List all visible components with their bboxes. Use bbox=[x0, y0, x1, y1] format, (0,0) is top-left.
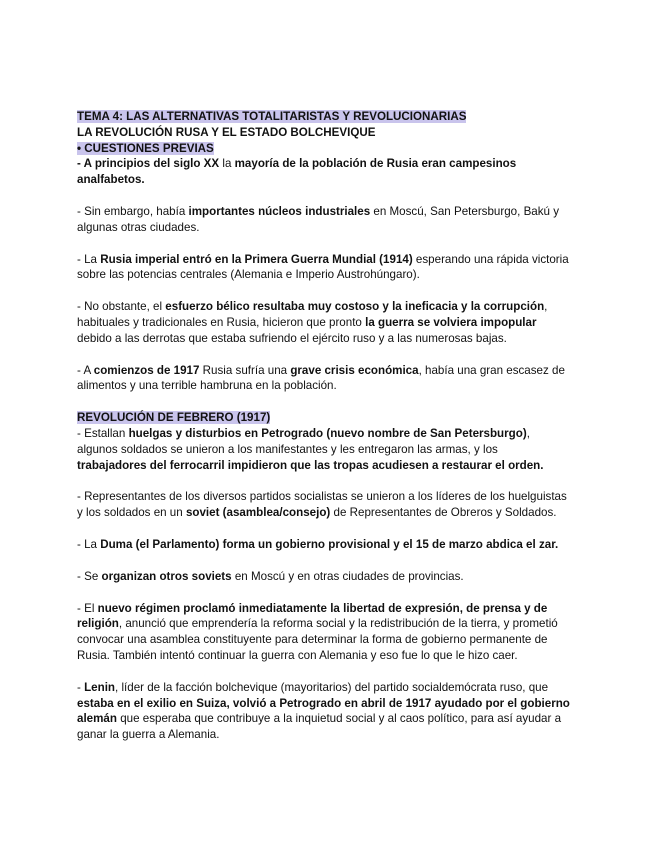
p3-line2: sobre las potencias centrales (Alemania e Imperio Austrohúngaro). bbox=[77, 268, 420, 282]
p4-text-a: - No obstante, el bbox=[77, 300, 166, 314]
paragraph-6 bbox=[77, 426, 577, 473]
paragraph-7 bbox=[77, 489, 577, 521]
p6-text-c: , bbox=[526, 426, 530, 440]
p1-bold-a: - A principios del siglo XX bbox=[77, 157, 220, 171]
paragraph-5 bbox=[77, 363, 577, 395]
p10-text-a: - El bbox=[77, 601, 98, 615]
p4-line3: debido a las derrotas que estaba sufriendo el ejército ruso y a las numerosas bajas. bbox=[77, 331, 507, 345]
p7-line1: - Representantes de los diversos partidos socialistas se unieron a los líderes de los huelguistas bbox=[77, 490, 567, 504]
p7-text-c: de Representantes de Obreros y Soldados. bbox=[330, 506, 557, 520]
p6-text-a: - Estallan bbox=[77, 426, 129, 440]
p4-text-l2a: habituales y tradicionales en Rusia, hicieron que pronto bbox=[77, 315, 366, 329]
title-block bbox=[77, 109, 577, 156]
section-heading-febrero: REVOLUCIÓN DE FEBRERO (1917) bbox=[77, 411, 271, 425]
p2-bold-b: importantes núcleos industriales bbox=[188, 204, 371, 218]
p1-text-b: la bbox=[219, 157, 235, 171]
p5-bold-d: grave crisis económica bbox=[290, 363, 419, 377]
p5-text-c: Rusia sufría una bbox=[199, 363, 291, 377]
p10-text-l2b: , anunció que emprendería la reforma social y la redistribución de la tierra, y prometió bbox=[118, 617, 558, 631]
p5-text-e: , había una gran escasez de bbox=[418, 363, 565, 377]
p3-text-c: esperando una rápida victoria bbox=[412, 252, 569, 266]
paragraph-2 bbox=[77, 204, 577, 236]
p11-bold-b: Lenin bbox=[84, 680, 116, 694]
p2-line2: algunas otras ciudades. bbox=[77, 220, 200, 234]
p7-bold-b: soviet (asamblea/consejo) bbox=[185, 506, 331, 520]
p1-line2: analfabetos. bbox=[77, 173, 145, 187]
p10-line3: convocar una asamblea constituyente para determinar la forma de gobierno permanente de bbox=[77, 633, 548, 647]
p11-text-l3b: que esperaba que contribuye a la inquietud social y al caos político, para así ayudar a bbox=[116, 712, 562, 726]
document-body bbox=[77, 109, 577, 759]
p4-bold-l2b: la guerra se volviera impopular bbox=[365, 315, 537, 329]
p6-bold-b: huelgas y disturbios en Petrogrado (nuevo nombre de San Petersburgo) bbox=[128, 426, 527, 440]
p2-text-a: - Sin embargo, había bbox=[77, 204, 189, 218]
subtitle: LA REVOLUCIÓN RUSA Y EL ESTADO BOLCHEVIQUE bbox=[77, 125, 376, 139]
paragraph-1 bbox=[77, 156, 577, 188]
paragraph-3 bbox=[77, 252, 577, 284]
section-heading-febrero-block bbox=[77, 410, 577, 426]
paragraph-8 bbox=[77, 537, 577, 553]
p7-text-a: y los soldados en un bbox=[77, 506, 186, 520]
p1-bold-c: mayoría de la población de Rusia eran campesinos bbox=[234, 157, 517, 171]
p10-bold-b: nuevo régimen proclamó inmediatamente la libertad de expresión, de prensa y de bbox=[97, 601, 548, 615]
p11-text-a: - bbox=[77, 680, 85, 694]
paragraph-10 bbox=[77, 601, 577, 664]
p6-line2: algunos soldados se unieron a los manifestantes y les entregaron las armas, y los bbox=[77, 442, 498, 456]
p9-text-a: - Se bbox=[77, 569, 102, 583]
p9-text-c: en Moscú y en otras ciudades de provincias. bbox=[231, 569, 464, 583]
p4-text-c: , bbox=[544, 300, 548, 314]
p11-bold-l3a: alemán bbox=[77, 712, 117, 726]
paragraph-4 bbox=[77, 299, 577, 346]
p5-bold-b: comienzos de 1917 bbox=[93, 363, 200, 377]
section-heading-previas: • CUESTIONES PREVIAS bbox=[77, 141, 214, 155]
p3-bold-b: Rusia imperial entró en la Primera Guerra Mundial (1914) bbox=[100, 252, 413, 266]
p8-text-a: - La bbox=[77, 537, 101, 551]
paragraph-9 bbox=[77, 569, 577, 585]
p10-line4: Rusia. También intentó continuar la guerra con Alemania y eso fue lo que le hizo caer. bbox=[77, 648, 518, 662]
p11-text-c: , líder de la facción bolchevique (mayoritarios) del partido socialdemócrata ruso, que bbox=[115, 680, 549, 694]
p11-line4: ganar la guerra a Alemania. bbox=[77, 728, 220, 742]
p10-bold-l2a: religión bbox=[77, 617, 119, 631]
paragraph-11 bbox=[77, 680, 577, 743]
p5-text-a: - A bbox=[77, 363, 94, 377]
p9-bold-b: organizan otros soviets bbox=[101, 569, 232, 583]
p8-bold-b: Duma (el Parlamento) forma un gobierno provisional y el 15 de marzo abdica el zar. bbox=[100, 537, 559, 551]
p11-line2: estaba en el exilio en Suiza, volvió a Petrogrado en abril de 1917 ayudado por el gobierno bbox=[77, 696, 570, 710]
p3-text-a: - La bbox=[77, 252, 101, 266]
p5-line2: alimentos y una terrible hambruna en la población. bbox=[77, 379, 337, 393]
p2-text-c: en Moscú, San Petersburgo, Bakú y bbox=[370, 204, 560, 218]
p6-line3: trabajadores del ferrocarril impidieron que las tropas acudiesen a restaurar el orden. bbox=[77, 458, 544, 472]
main-title: TEMA 4: LAS ALTERNATIVAS TOTALITARISTAS Y REVOLUCIONARIAS bbox=[77, 110, 467, 123]
p4-bold-b: esfuerzo bélico resultaba muy costoso y la ineficacia y la corrupción bbox=[165, 300, 545, 314]
